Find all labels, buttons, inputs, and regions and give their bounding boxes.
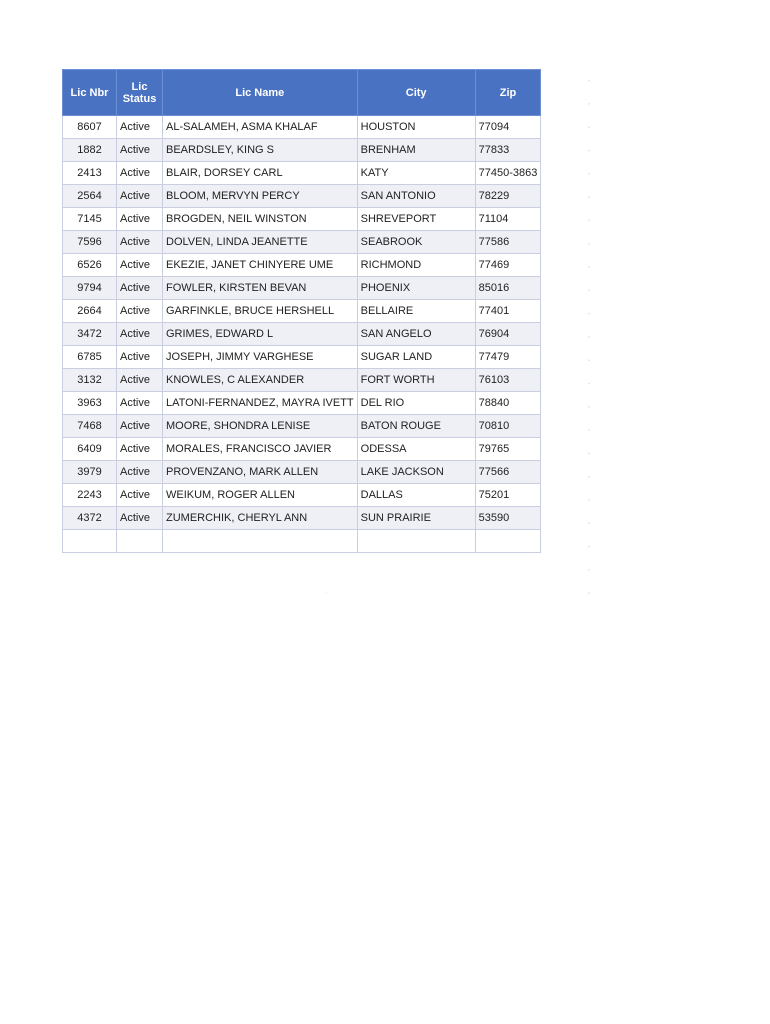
cell-zip[interactable]: 70810 [475,415,541,438]
cell-lic-nbr[interactable]: 3979 [63,461,117,484]
cell-lic-name[interactable]: EKEZIE, JANET CHINYERE UME [163,254,358,277]
table-row-empty [63,530,541,553]
cell-lic-name[interactable]: LATONI-FERNANDEZ, MAYRA IVETT [163,392,358,415]
cell-lic-name[interactable]: BROGDEN, NEIL WINSTON [163,208,358,231]
table-row [63,116,541,139]
cell-lic-nbr[interactable]: 2413 [63,162,117,185]
cell-zip[interactable] [475,530,541,553]
cell-city[interactable]: HOUSTON [357,116,475,139]
cell-lic-name[interactable]: BLAIR, DORSEY CARL [163,162,358,185]
cell-lic-name[interactable]: MORALES, FRANCISCO JAVIER [163,438,358,461]
cell-city[interactable]: KATY [357,162,475,185]
table-row [63,208,541,231]
cell-lic-name[interactable]: WEIKUM, ROGER ALLEN [163,484,358,507]
cell-lic-nbr[interactable]: 2564 [63,185,117,208]
cell-lic-name[interactable]: ZUMERCHIK, CHERYL ANN [163,507,358,530]
cell-zip[interactable]: 75201 [475,484,541,507]
cell-lic-status[interactable]: Active [117,346,163,369]
cell-lic-nbr[interactable]: 4372 [63,507,117,530]
header-lic-name[interactable]: Lic Name [163,70,358,116]
table-row [63,484,541,507]
cell-lic-nbr[interactable]: 2664 [63,300,117,323]
cell-city[interactable]: SAN ANTONIO [357,185,475,208]
table-row [63,323,541,346]
cell-lic-status[interactable]: Active [117,231,163,254]
table-row [63,139,541,162]
cell-lic-name[interactable]: MOORE, SHONDRA LENISE [163,415,358,438]
cell-lic-status[interactable]: Active [117,461,163,484]
cell-lic-nbr[interactable]: 7145 [63,208,117,231]
cell-zip[interactable]: 77094 [475,116,541,139]
cell-lic-nbr[interactable]: 3472 [63,323,117,346]
cell-lic-name[interactable]: AL-SALAMEH, ASMA KHALAF [163,116,358,139]
table-row [63,415,541,438]
cell-zip[interactable]: 77566 [475,461,541,484]
page-edge-dots [588,69,590,599]
table-row [63,346,541,369]
cell-city[interactable]: BELLAIRE [357,300,475,323]
cell-lic-name[interactable] [163,530,358,553]
table-body [63,116,541,553]
cell-lic-status[interactable]: Active [117,369,163,392]
cell-lic-status[interactable]: Active [117,300,163,323]
cell-lic-name[interactable]: DOLVEN, LINDA JEANETTE [163,231,358,254]
cell-lic-name[interactable]: BLOOM, MERVYN PERCY [163,185,358,208]
cell-city[interactable]: SHREVEPORT [357,208,475,231]
cell-lic-nbr[interactable]: 6409 [63,438,117,461]
cell-lic-status[interactable]: Active [117,208,163,231]
header-lic-status[interactable]: Lic Status [117,70,163,116]
cell-city[interactable]: SUN PRAIRIE [357,507,475,530]
cell-zip[interactable]: 78229 [475,185,541,208]
cell-lic-status[interactable]: Active [117,415,163,438]
cell-lic-nbr[interactable] [63,530,117,553]
cell-city[interactable]: BRENHAM [357,139,475,162]
cell-zip[interactable]: 76904 [475,323,541,346]
cell-lic-status[interactable]: Active [117,162,163,185]
cell-city[interactable]: RICHMOND [357,254,475,277]
cell-zip[interactable]: 85016 [475,277,541,300]
cell-city[interactable]: DEL RIO [357,392,475,415]
cell-lic-status[interactable]: Active [117,185,163,208]
cell-city[interactable]: BATON ROUGE [357,415,475,438]
cell-city[interactable]: LAKE JACKSON [357,461,475,484]
cell-lic-name[interactable]: JOSEPH, JIMMY VARGHESE [163,346,358,369]
cell-lic-status[interactable]: Active [117,438,163,461]
cell-lic-nbr[interactable]: 7468 [63,415,117,438]
table-row [63,162,541,185]
cell-lic-status[interactable]: Active [117,392,163,415]
cell-city[interactable]: SUGAR LAND [357,346,475,369]
cell-lic-name[interactable]: GRIMES, EDWARD L [163,323,358,346]
cell-zip[interactable]: 53590 [475,507,541,530]
cell-zip[interactable]: 79765 [475,438,541,461]
cell-lic-status[interactable]: Active [117,116,163,139]
table-row [63,277,541,300]
cell-lic-status[interactable]: Active [117,254,163,277]
cell-city[interactable]: DALLAS [357,484,475,507]
page-bottom-dots [62,592,590,594]
table-row [63,231,541,254]
cell-zip[interactable]: 77479 [475,346,541,369]
cell-lic-nbr[interactable]: 3963 [63,392,117,415]
cell-city[interactable]: ODESSA [357,438,475,461]
table-row [63,300,541,323]
cell-lic-status[interactable]: Active [117,507,163,530]
cell-zip[interactable]: 78840 [475,392,541,415]
header-row [63,70,541,116]
cell-zip[interactable]: 71104 [475,208,541,231]
cell-city[interactable]: PHOENIX [357,277,475,300]
cell-lic-name[interactable]: PROVENZANO, MARK ALLEN [163,461,358,484]
cell-lic-nbr[interactable]: 1882 [63,139,117,162]
cell-city[interactable]: SEABROOK [357,231,475,254]
cell-zip[interactable]: 77833 [475,139,541,162]
table-row [63,507,541,530]
cell-lic-nbr[interactable]: 2243 [63,484,117,507]
cell-zip[interactable]: 77450-3863 [475,162,541,185]
cell-zip[interactable]: 77586 [475,231,541,254]
header-lic-nbr[interactable]: Lic Nbr [63,70,117,116]
table-row [63,461,541,484]
cell-lic-status[interactable]: Active [117,484,163,507]
cell-lic-status[interactable]: Active [117,277,163,300]
cell-lic-name[interactable]: FOWLER, KIRSTEN BEVAN [163,277,358,300]
table-row [63,254,541,277]
cell-city[interactable]: SAN ANGELO [357,323,475,346]
cell-lic-name[interactable]: KNOWLES, C ALEXANDER [163,369,358,392]
header-city[interactable]: City [357,70,475,116]
cell-lic-nbr[interactable]: 9794 [63,277,117,300]
cell-lic-nbr[interactable]: 3132 [63,369,117,392]
cell-city[interactable] [357,530,475,553]
table-row [63,185,541,208]
cell-lic-nbr[interactable]: 7596 [63,231,117,254]
cell-zip[interactable]: 76103 [475,369,541,392]
cell-lic-nbr[interactable]: 8607 [63,116,117,139]
cell-zip[interactable]: 77469 [475,254,541,277]
table-row [63,392,541,415]
cell-lic-name[interactable]: BEARDSLEY, KING S [163,139,358,162]
cell-lic-name[interactable]: GARFINKLE, BRUCE HERSHELL [163,300,358,323]
cell-zip[interactable]: 77401 [475,300,541,323]
table-row [63,438,541,461]
cell-lic-nbr[interactable]: 6785 [63,346,117,369]
cell-lic-status[interactable] [117,530,163,553]
table-row [63,369,541,392]
cell-lic-nbr[interactable]: 6526 [63,254,117,277]
cell-lic-status[interactable]: Active [117,323,163,346]
cell-lic-status[interactable]: Active [117,139,163,162]
header-zip[interactable]: Zip [475,70,541,116]
license-table [62,69,541,553]
cell-city[interactable]: FORT WORTH [357,369,475,392]
